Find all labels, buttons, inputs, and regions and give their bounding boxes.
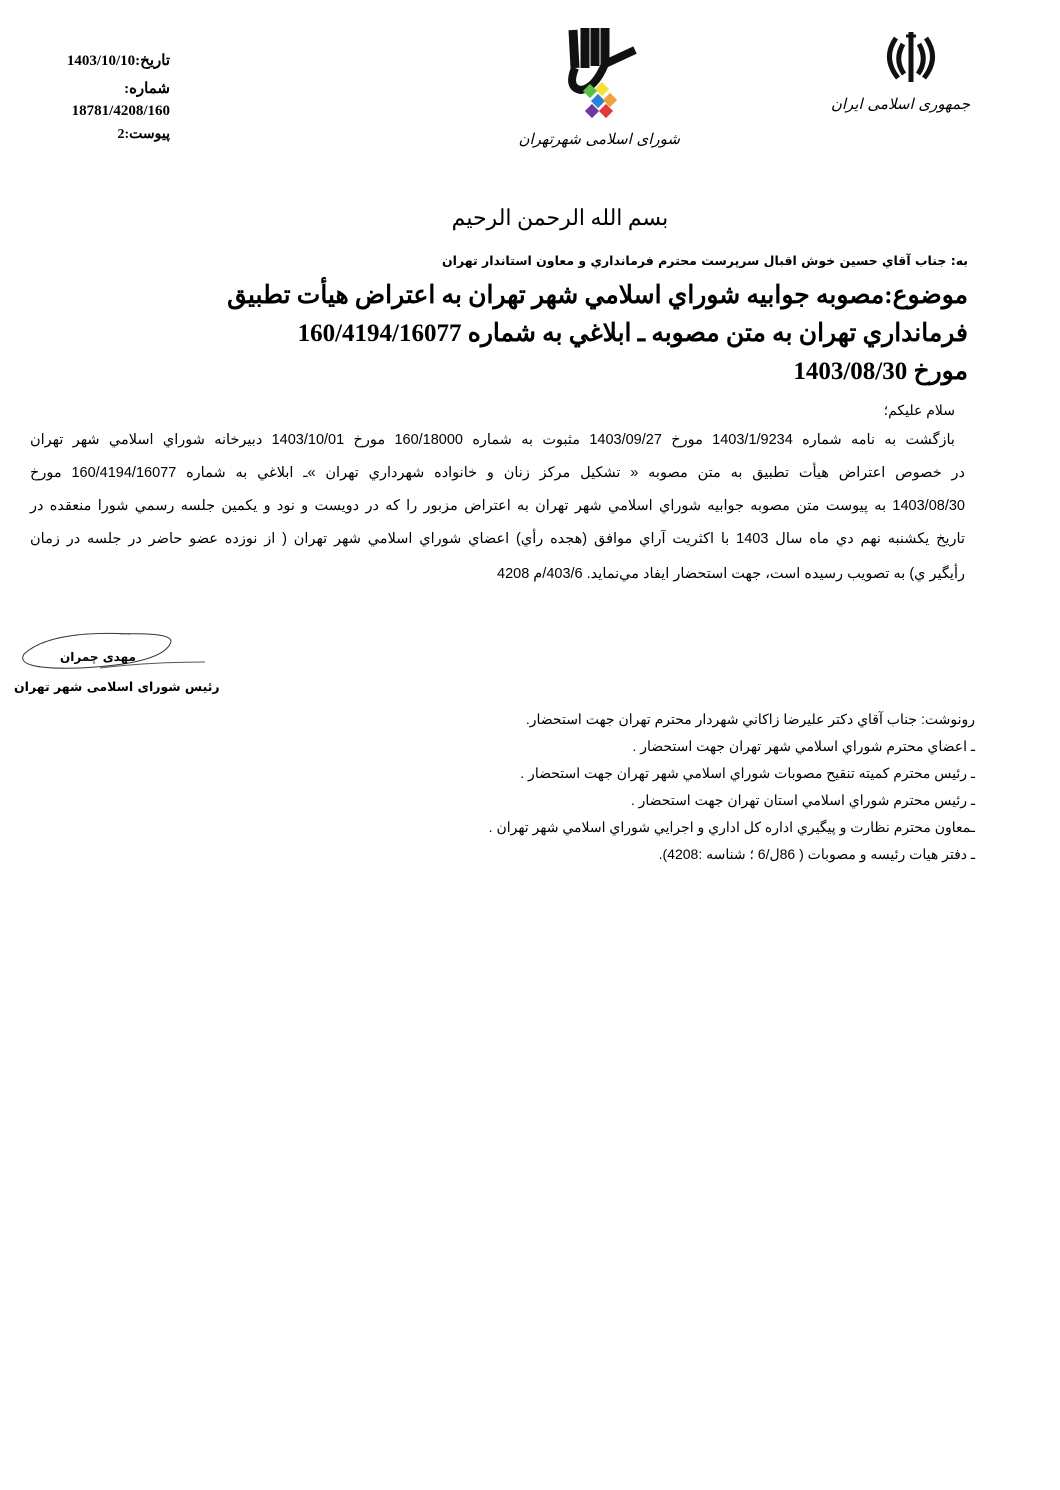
iran-emblem-text: جمهوری اسلامی ایران — [830, 95, 970, 113]
subject-line-1: موضوع:مصوبه جوابيه شوراي اسلامي شهر تهران به اعتراض هيأت تطبيق — [227, 282, 968, 309]
body-line: بازگشت به نامه شماره 1403/1/9234 مورخ 1403/09/27 مثبوت به شماره 160/18000 مورخ 1403/10/01 دبيرخانه شوراي اسلامي شهر تهران — [30, 432, 955, 448]
basmala: بسم الله الرحمن الرحيم — [451, 205, 669, 230]
letter-date: تاريخ:1403/10/10 — [66, 53, 170, 69]
signer-title: رئیس شورای اسلامی شهر تهران — [14, 679, 220, 694]
letter-attachment: پيوست:2 — [117, 127, 170, 142]
council-logo-text: شورای اسلامی شهرتهران — [518, 130, 680, 148]
signer-name: مهدی چمران — [60, 650, 136, 664]
body-line: تاريخ يكشنبه نهم دي ماه سال 1403 با اكثريت آراي موافق (هجده رأي) اعضاي شوراي اسلامي شهر تهران ( از نوزده عضو حاضر در جلسه در زمان — [30, 531, 965, 547]
letter-number-label: شماره: — [124, 81, 170, 97]
cc-item: ـمعاون محترم نظارت و پيگيري اداره كل اداري و اجرايي شوراي اسلامي شهر تهران . — [488, 819, 975, 835]
cc-item: رونوشت: جناب آقاي دكتر عليرضا زاكاني شهردار محترم تهران جهت استحضار. — [525, 711, 975, 727]
tehran-council-logo — [555, 28, 645, 123]
cc-item: ـ دفتر هيات رئيسه و مصوبات ( 86ل/6 ؛ شناسه :4208). — [658, 846, 975, 862]
recipient-line: به: جناب آقاي حسين خوش اقبال سرپرست محترم فرمانداري و معاون استاندار تهران — [441, 253, 968, 268]
iran-emblem-icon — [880, 30, 942, 86]
subject-line-3: مورخ 1403/08/30 — [793, 358, 968, 385]
body-line: 1403/08/30 به پيوست متن مصوبه جوابيه شوراي اسلامي شهر تهران به اعتراض مزبور را كه در دويست و نود و يكمين جلسه رسمي شورا منعقده در — [30, 498, 965, 514]
subject-line-2: فرمانداري تهران به متن مصوبه ـ ابلاغي به شماره 160/4194/16077 — [297, 320, 968, 347]
body-line: در خصوص اعتراض هيأت تطبيق به متن مصوبه « تشكيل مركز زنان و خانواده شهرداري تهران »ـ ابلاغي به شماره 160/4194/16077 مورخ — [30, 465, 965, 481]
cc-item: ـ اعضاي محترم شوراي اسلامي شهر تهران جهت استحضار . — [632, 738, 975, 754]
cc-item: ـ رئيس محترم كميته تنقيح مصوبات شوراي اسلامي شهر تهران جهت استحضار . — [520, 765, 975, 781]
letter-number-value: 18781/4208/160 — [71, 103, 170, 119]
greeting: سلام عليكم؛ — [883, 402, 955, 418]
cc-item: ـ رئيس محترم شوراي اسلامي استان تهران جهت استحضار . — [630, 792, 975, 808]
body-line: رأيگير ي) به تصويب رسيده است، جهت استحضار ايفاد مي‌نمايد. 403/6/م 4208 — [497, 566, 965, 582]
